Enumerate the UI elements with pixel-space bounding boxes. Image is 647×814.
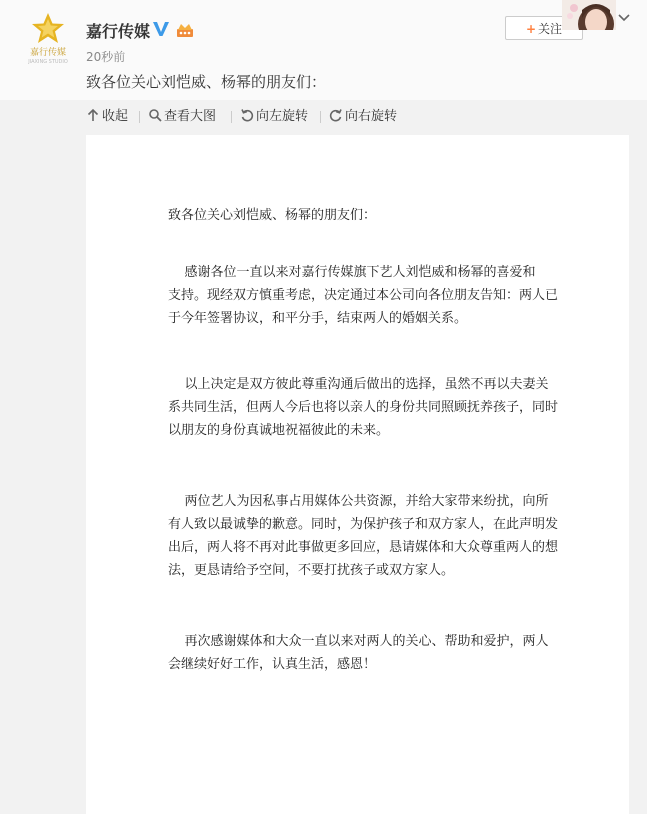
rotate-right-label: 向右旋转 <box>345 109 398 124</box>
rotate-right-icon <box>329 108 343 122</box>
letter-greeting: 致各位关心刘恺威、杨幂的朋友们： <box>168 208 377 223</box>
toolbar-divider <box>320 111 321 123</box>
letter-paragraph: 两位艺人为因私事占用媒体公共资源，并给大家带来纷扰，向所 有人致以最诚挚的歉意。同时，为保护孩子和双方家人，在此声明发 出后，两人将不再对此事做更多回应，恳请媒体和大众尊重两人的想 法，更恳请给予空间，不要打扰孩子或双方家人。 <box>168 494 559 578</box>
rotate-left-button[interactable] <box>240 108 308 126</box>
plus-icon: + <box>525 22 537 36</box>
account-name[interactable]: 嘉行传媒 <box>86 22 151 41</box>
chevron-down-icon[interactable] <box>617 13 631 23</box>
post-text: 致各位关心刘恺威、杨幂的朋友们： <box>86 73 327 91</box>
view-large-button[interactable] <box>148 108 216 126</box>
avatar-image <box>562 0 616 30</box>
follow-label: 关注 <box>538 22 563 36</box>
view-large-label: 查看大图 <box>164 109 217 124</box>
letter-paragraph: 再次感谢媒体和大众一直以来对两人的关心、帮助和爱护，两人 会继续好好工作，认真生活，感恩！ <box>168 634 549 672</box>
logo-subtext: JIAXING STUDIO <box>28 59 68 65</box>
toolbar-divider <box>139 111 140 123</box>
image-toolbar <box>0 100 647 134</box>
account-logo[interactable] <box>22 12 74 66</box>
arrow-up-icon <box>86 108 100 122</box>
collapse-label: 收起 <box>102 109 129 124</box>
user-avatar[interactable] <box>562 0 616 30</box>
star-logo-icon <box>31 12 65 44</box>
rotate-left-label: 向左旋转 <box>256 109 309 124</box>
toolbar-divider <box>231 111 232 123</box>
post-header <box>0 0 647 100</box>
verified-icon <box>152 20 170 38</box>
letter-paragraph: 以上决定是双方彼此尊重沟通后做出的选择，虽然不再以夫妻关 系共同生活，但两人今后也将以亲人的身份共同照顾抚养孩子，同时 以朋友的身份真诚地祝福彼此的未来。 <box>168 377 559 438</box>
magnifier-icon <box>148 108 162 122</box>
letter-paragraph: 感谢各位一直以来对嘉行传媒旗下艺人刘恺威和杨幂的喜爱和 支持。现经双方慎重考虑，决定通过本公司向各位朋友告知：两人已 于今年签署协议，和平分手，结束两人的婚姻关系。 <box>168 265 559 326</box>
logo-text: 嘉行传媒 <box>29 48 66 58</box>
fan-badge-icon[interactable] <box>176 22 194 38</box>
collapse-button[interactable] <box>86 108 128 126</box>
post-time[interactable]: 20秒前 <box>86 50 126 64</box>
statement-image[interactable] <box>86 135 629 814</box>
rotate-right-button[interactable] <box>329 108 397 126</box>
rotate-left-icon <box>240 108 254 122</box>
